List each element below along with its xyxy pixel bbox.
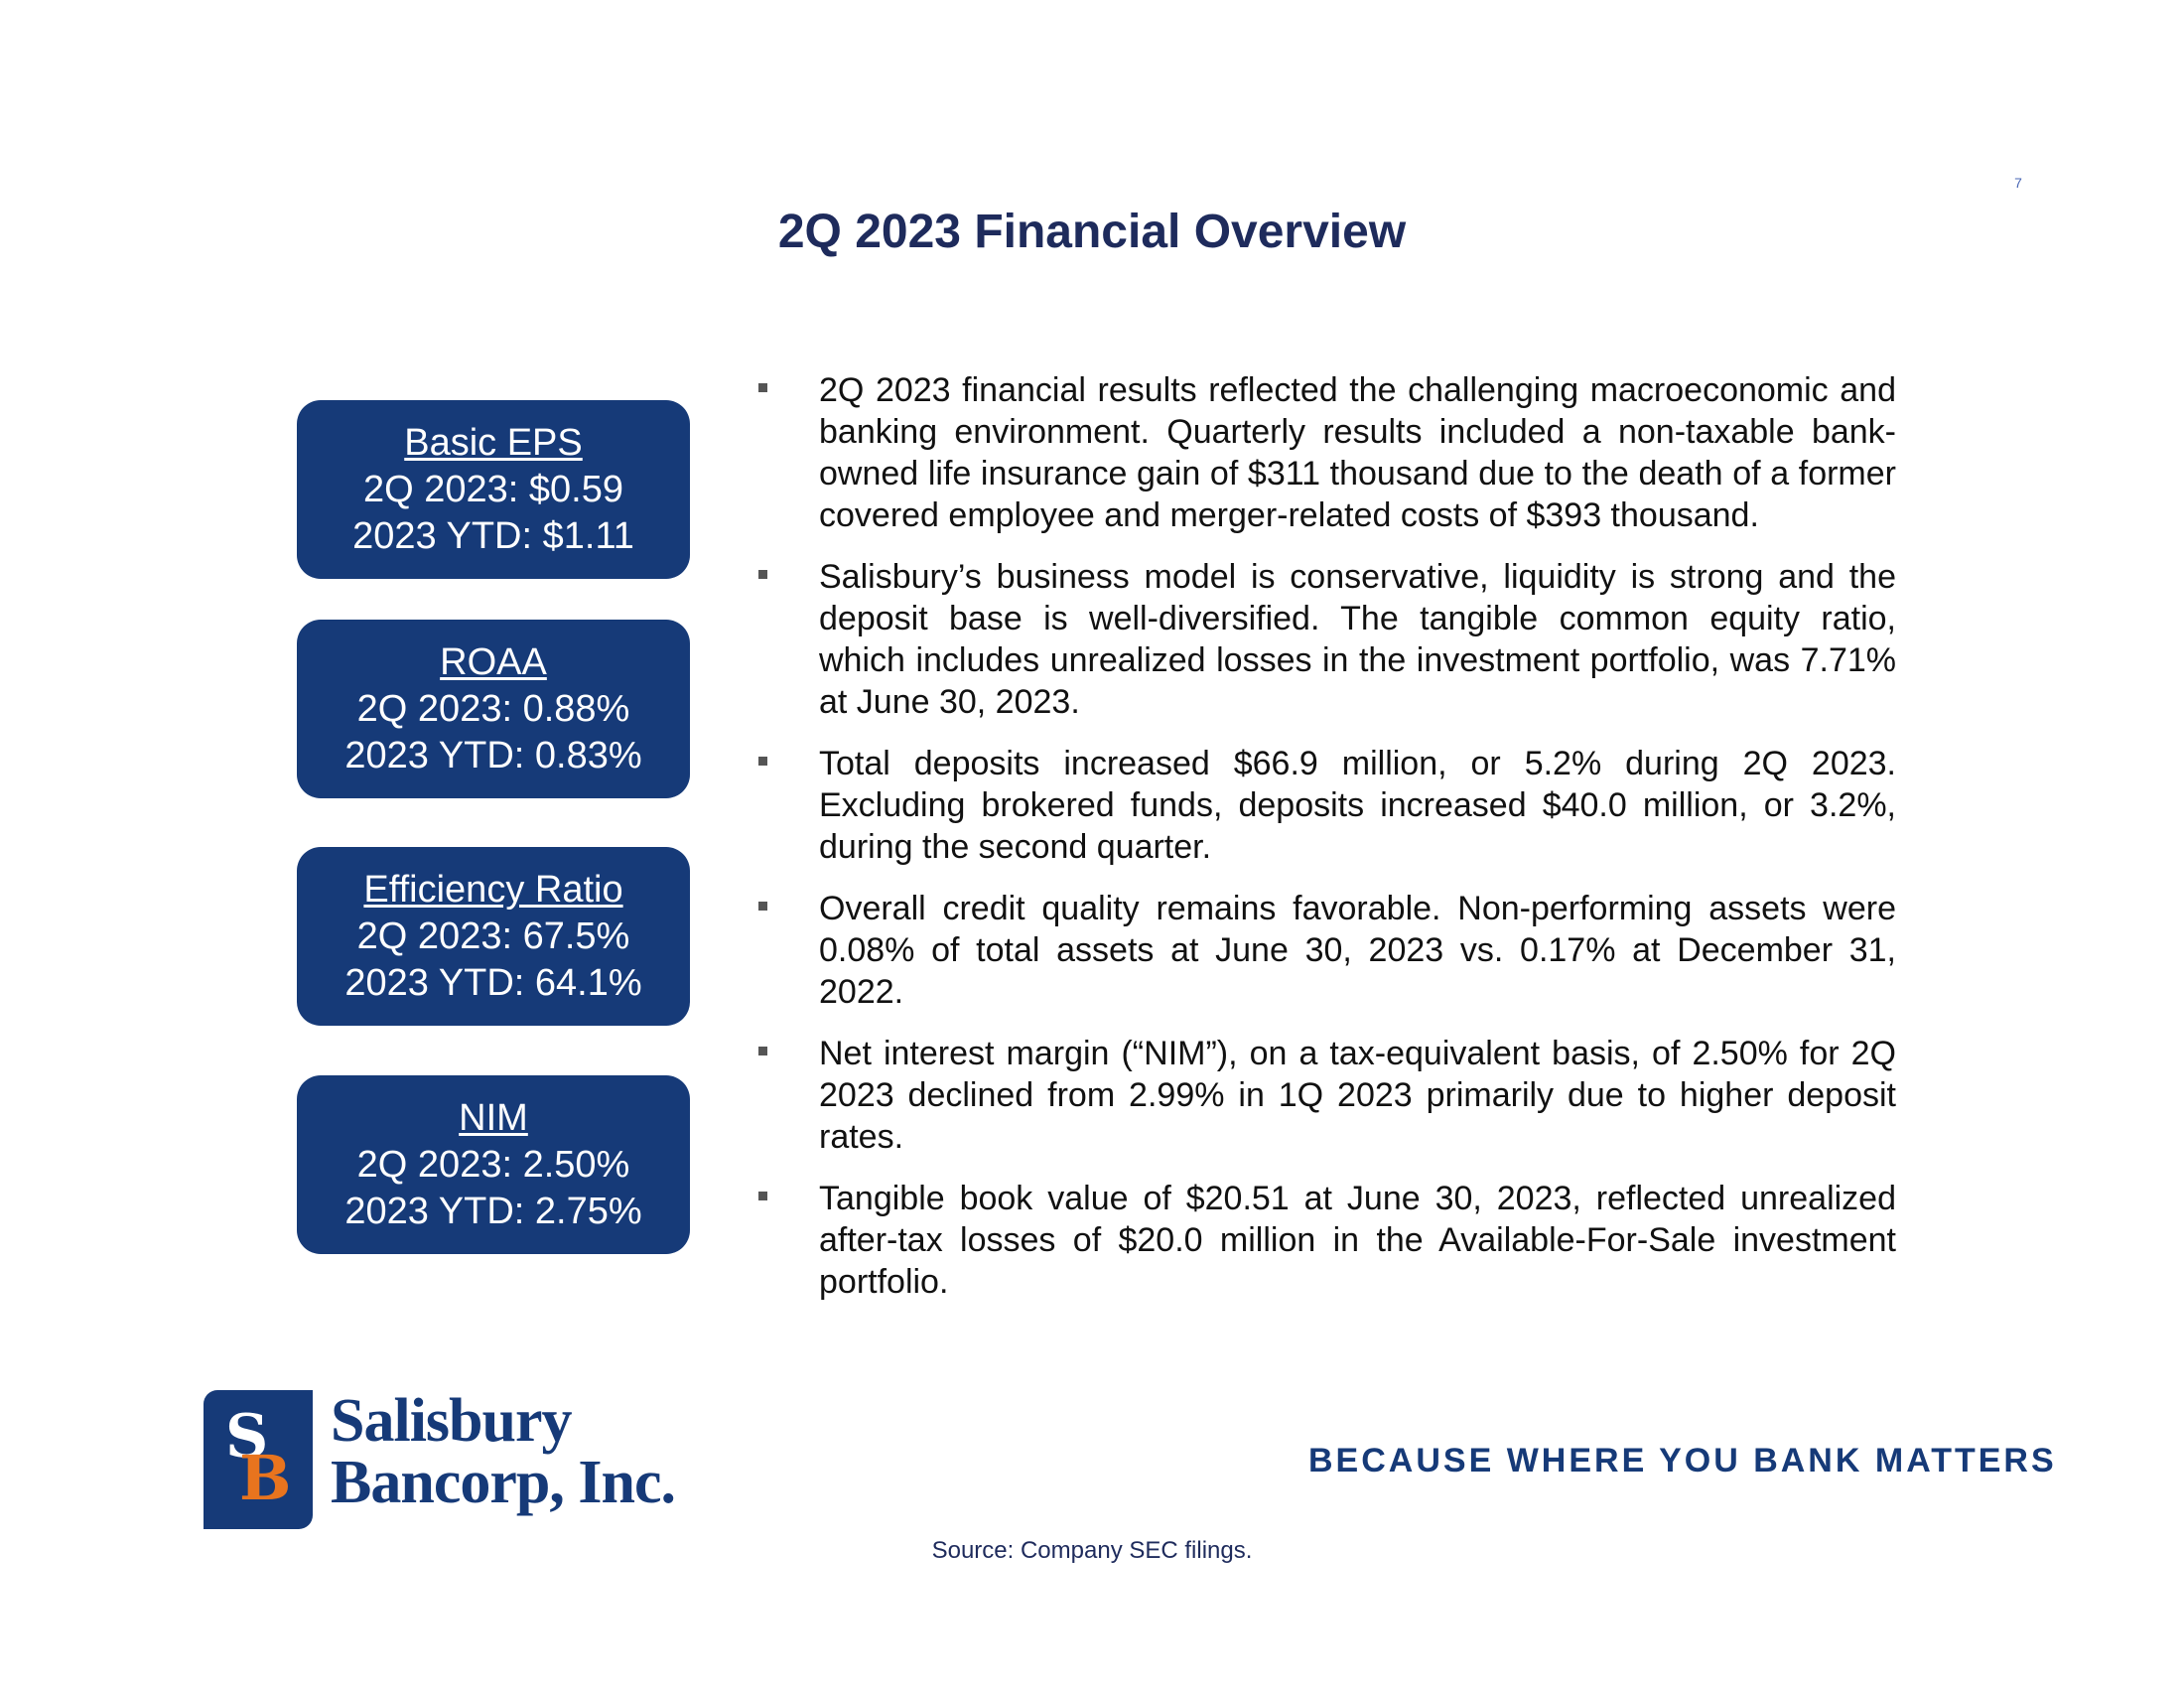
metric-ytd-value: 2023 YTD: 64.1%	[344, 962, 642, 1004]
metric-quarter-value: 2Q 2023: 0.88%	[356, 688, 630, 730]
source-note: Source: Company SEC filings.	[931, 1537, 1253, 1564]
metric-quarter-value: 2Q 2023: 67.5%	[356, 915, 630, 957]
page-number: 7	[2014, 175, 2022, 191]
logo-line-1: Salisbury	[331, 1387, 572, 1455]
square-bullet-icon	[758, 383, 767, 392]
tagline: BECAUSE WHERE YOU BANK MATTERS	[1308, 1442, 2057, 1479]
metric-title: Basic EPS	[404, 422, 583, 464]
metric-title: NIM	[459, 1097, 528, 1139]
metric-ytd-value: 2023 YTD: 0.83%	[344, 735, 642, 776]
bullet-item	[754, 556, 1896, 723]
company-logo	[204, 1387, 680, 1539]
bullet-item	[754, 1033, 1896, 1158]
bullet-text: Overall credit quality remains favorable. Non-performing assets were 0.08% of total assets at June 30, 2023 vs. 0.17% at December 31, 2022.	[819, 890, 1896, 1011]
metric-card-roaa	[297, 620, 690, 798]
metric-ytd-value: 2023 YTD: $1.11	[352, 515, 634, 557]
logo-line-2: Bancorp, Inc.	[331, 1449, 675, 1516]
metric-ytd-value: 2023 YTD: 2.75%	[344, 1191, 642, 1232]
bullet-item	[754, 369, 1896, 536]
logo-wordmark	[331, 1387, 675, 1516]
logo-mark-b: B	[239, 1442, 292, 1514]
square-bullet-icon	[758, 902, 767, 911]
page-title: 2Q 2023 Financial Overview	[777, 206, 1407, 258]
metric-quarter-value: 2Q 2023: 2.50%	[356, 1144, 630, 1186]
metric-card-nim	[297, 1075, 690, 1254]
metric-quarter-value: 2Q 2023: $0.59	[363, 469, 623, 510]
square-bullet-icon	[758, 1192, 767, 1200]
square-bullet-icon	[758, 1047, 767, 1055]
bullet-text: Salisbury’s business model is conservative, liquidity is strong and the deposit base is well-diversified. The tangible common equity ratio, which includes unrealized losses in the investment portfolio, was 7.71% at June 30, 2023.	[819, 558, 1896, 721]
bullet-item	[754, 1178, 1896, 1303]
bullet-item	[754, 743, 1896, 868]
metric-title: Efficiency Ratio	[363, 869, 623, 911]
bullet-item	[754, 888, 1896, 1013]
bullet-text: Tangible book value of $20.51 at June 30, 2023, reflected unrealized after-tax losses of $20.0 million in the Available-For-Sale investment portfolio.	[819, 1180, 1896, 1301]
square-bullet-icon	[758, 570, 767, 579]
logo-mark-s: S	[225, 1402, 269, 1472]
logo-mark-icon	[204, 1390, 313, 1529]
metric-card-basic-eps	[297, 400, 690, 579]
bullet-text: Net interest margin (“NIM”), on a tax-equivalent basis, of 2.50% for 2Q 2023 declined from 2.99% in 1Q 2023 primarily due to higher deposit rates.	[819, 1035, 1896, 1156]
bullet-text: Total deposits increased $66.9 million, or 5.2% during 2Q 2023. Excluding brokered funds, deposits increased $40.0 million, or 3.2%, during the second quarter.	[819, 745, 1896, 866]
metric-card-efficiency-ratio	[297, 847, 690, 1026]
bullet-list	[754, 369, 1896, 1323]
square-bullet-icon	[758, 757, 767, 766]
bullet-text: 2Q 2023 financial results reflected the challenging macroeconomic and banking environment. Quarterly results included a non-taxable bank-owned life insurance gain of $311 thousand due to the death of a former covered employee and merger-related costs of $393 thousand.	[819, 371, 1896, 534]
metric-title: ROAA	[440, 641, 547, 683]
